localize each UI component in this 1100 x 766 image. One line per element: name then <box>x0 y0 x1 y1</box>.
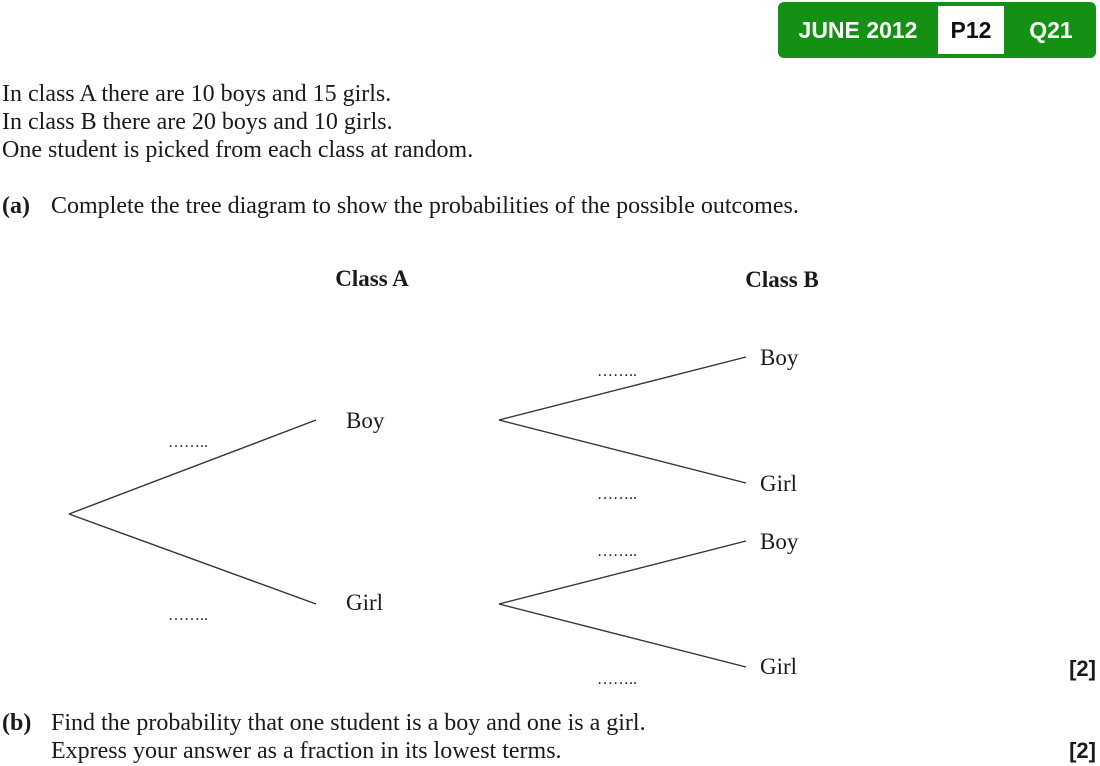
blank-prob-a-boy[interactable]: …….. <box>168 434 208 451</box>
branch-b-girl-after-girl <box>499 604 746 667</box>
blank-prob-a-girl[interactable]: …….. <box>168 607 208 624</box>
outcome-b-boy-2: Boy <box>760 529 799 554</box>
exam-session: JUNE 2012 <box>798 17 918 43</box>
class-a-heading: Class A <box>335 266 409 291</box>
outcome-b-boy-1: Boy <box>760 345 799 370</box>
blank-prob-b-girl-1[interactable]: …….. <box>597 486 637 503</box>
part-a-label: (a) <box>2 193 30 219</box>
part-b-instruction: Express your answer as a fraction in its lowest terms. <box>51 738 562 764</box>
outcome-b-girl-1: Girl <box>760 471 798 496</box>
branch-a-girl <box>69 514 316 604</box>
blank-prob-b-boy-1[interactable]: …….. <box>597 363 637 380</box>
part-a-instruction: Complete the tree diagram to show the probabilities of the possible outcomes. <box>51 193 799 219</box>
intro-line-class-b: In class B there are 20 boys and 10 girls. <box>2 109 393 135</box>
part-b-marks: [2] <box>1069 738 1096 763</box>
outcome-b-girl-2: Girl <box>760 654 798 679</box>
paper-number: P12 <box>938 6 1004 54</box>
intro-line-pick: One student is picked from each class at random. <box>2 137 474 163</box>
part-a-marks: [2] <box>1069 656 1096 681</box>
part-b-question: Find the probability that one student is a boy and one is a girl. <box>51 710 646 736</box>
question-number: Q21 <box>1029 17 1073 43</box>
class-b-heading: Class B <box>745 267 819 292</box>
intro-line-class-a: In class A there are 10 boys and 15 girls. <box>2 81 392 107</box>
blank-prob-b-boy-2[interactable]: …….. <box>597 543 637 560</box>
outcome-a-boy: Boy <box>346 408 385 433</box>
outcome-a-girl: Girl <box>346 590 384 615</box>
branch-b-girl-after-boy <box>499 420 746 483</box>
part-b-label: (b) <box>2 710 32 736</box>
blank-prob-b-girl-2[interactable]: …….. <box>597 671 637 688</box>
